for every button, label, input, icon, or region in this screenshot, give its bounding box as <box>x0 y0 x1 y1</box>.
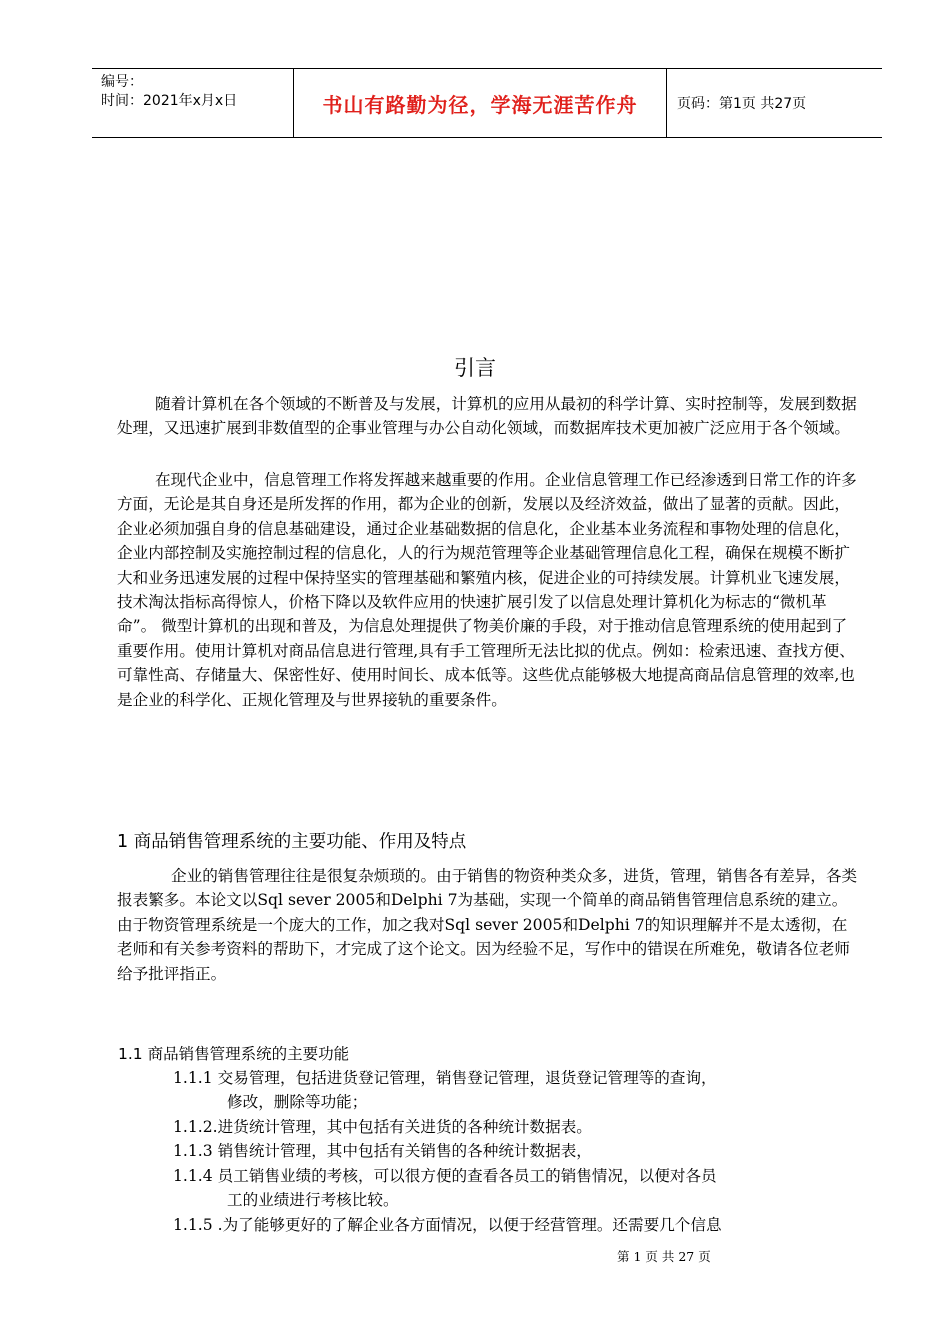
list-item <box>173 1164 853 1213</box>
list-item-text: 1.1.5 .为了能够更好的了解企业各方面情况，以便于经营管理。还需要几个信息 <box>173 1216 722 1234</box>
list-item-text: 1.1.2.进货统计管理，其中包括有关进货的各种统计数据表。 <box>173 1118 592 1136</box>
list-item-text: 1.1.4 员工销售业绩的考核，可以很方便的查看各员工的销售情况，以便对各员 <box>173 1167 717 1185</box>
list-item-text: 1.1.3 销售统计管理，其中包括有关销售的各种统计数据表， <box>173 1142 592 1160</box>
section-heading: 1 商品销售管理系统的主要功能、作用及特点 <box>117 832 467 852</box>
header-motto: 书山有路勤为径，学海无涯苦作舟 <box>322 92 638 117</box>
page-header <box>92 68 882 138</box>
document-number-label: 编号： <box>101 74 143 90</box>
page-footer: 第 1 页 共 27 页 <box>617 1249 711 1264</box>
list-item <box>173 1213 853 1237</box>
document-date: 时间：2021年x月x日 <box>101 93 238 109</box>
list-item-continuation: 修改，删除等功能； <box>227 1093 368 1112</box>
intro-paragraph-2: 在现代企业中，信息管理工作将发挥越来越重要的作用。企业信息管理工作已经渗透到日常工作的许多方面，无论是其自身还是所发挥的作用，都为企业的创新，发展以及经济效益，做出了显著的贡献。因此，企业必须加强自身的信息基础建设，通过企业基础数据的信息化，企业基本业务流程和事物处理的信息化，企业内部控制及实施控制过程的信息化，人的行为规范管理等企业基础管理信息化工程，确保在规模不断扩大和业务迅速发展的过程中保持坚实的管理基础和繁殖内核，促进企业的可持续发展。计算机业飞速发展，技术淘汰指标高得惊人，价格下降以及软件应用的快速扩展引发了以信息处理计算机化为标志的“微机革命”。 微型计算机的出现和普及，为信息处理提供了物美价廉的手段，对于推动信息管理系统的使用起到了重要作用。使用计算机对商品信息进行管理,具有手工管理所无法比拟的优点。例如：检索迅速、查找方便、可靠性高、存储量大、保密性好、使用时间长、成本低等。这些优点能够极大地提高商品信息管理的效率,也是企业的科学化、正规化管理及与世界接轨的重要条件。 <box>117 471 857 709</box>
section-paragraph: 企业的销售管理往往是很复杂烦琐的。由于销售的物资种类众多，进货，管理，销售各有差异，各类报表繁多。本论文以Sql sever 2005和Delphi 7为基础，实现一个简单的商品销售管理信息系统的建立。由于物资管理系统是一个庞大的工作，加之我对Sql sever 2005和Delphi 7的知识理解并不是太透彻，在老师和有关参考资料的帮助下，才完成了这个论文。因为经验不足，写作中的错误在所难免，敬请各位老师给予批评指正。 <box>117 867 858 983</box>
header-page-info: 页码：第1页 共27页 <box>677 96 807 112</box>
list-item <box>173 1115 853 1139</box>
page-title: 引言 <box>454 356 496 380</box>
intro-paragraph-1: 随着计算机在各个领域的不断普及与发展，计算机的应用从最初的科学计算、实时控制等，发展到数据处理，又迅速扩展到非数值型的企事业管理与办公自动化领域，而数据库技术更加被广泛应用于各个领域。 <box>117 395 857 438</box>
list-item <box>173 1139 853 1163</box>
list-item-text: 1.1.1 交易管理，包括进货登记管理，销售登记管理，退货登记管理等的查询， <box>173 1069 717 1087</box>
header-motto-cell <box>293 69 667 137</box>
header-meta <box>92 69 293 137</box>
list-item <box>173 1066 853 1115</box>
list-item-continuation: 工的业绩进行考核比较。 <box>227 1191 399 1210</box>
subsection-heading: 1.1 商品销售管理系统的主要功能 <box>118 1045 350 1063</box>
